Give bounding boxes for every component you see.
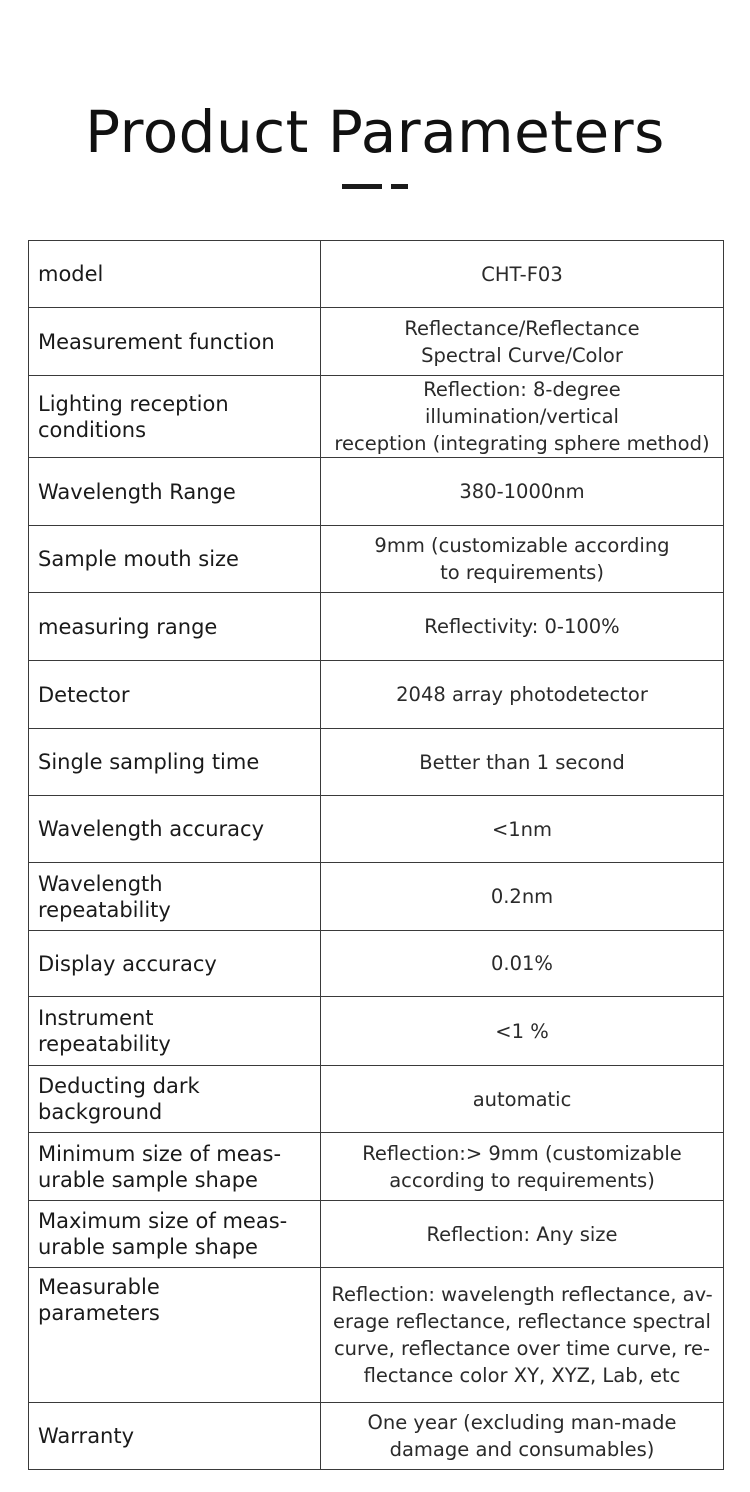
parameter-label: model	[38, 262, 104, 286]
parameter-value-cell	[321, 661, 724, 729]
parameter-value: Reflection:> 9mm (customizable according to requirements)	[362, 1141, 682, 1192]
parameter-value-cell	[321, 796, 724, 863]
table-row	[29, 997, 724, 1066]
parameter-label-cell	[29, 931, 321, 997]
parameter-label-cell	[29, 1201, 321, 1268]
table-row	[29, 931, 724, 997]
parameter-value-cell	[321, 863, 724, 931]
parameter-label: Lighting reception conditions	[38, 391, 229, 442]
parameter-value: Reflectivity: 0-100%	[424, 615, 620, 638]
parameter-value: <1 %	[495, 1019, 549, 1043]
table-row	[29, 863, 724, 931]
title-divider	[0, 184, 750, 190]
parameter-value-cell	[321, 1133, 724, 1201]
parameter-value: Better than 1 second	[419, 750, 625, 774]
parameter-value: Reflection: Any size	[426, 1222, 618, 1246]
table-row	[29, 1268, 724, 1403]
page-title: Product Parameters	[85, 98, 665, 166]
parameter-value: Reflection: wavelength reflectance, av- erage reflectance, reflectance spectral curve, reflectance over time curve, re- flectance color XY, XYZ, Lab, etc	[331, 1283, 713, 1387]
parameter-value: 2048 array photodetector	[396, 683, 648, 706]
parameter-label: Measurement function	[38, 329, 275, 354]
parameter-label: measuring range	[38, 614, 218, 639]
table-row	[29, 458, 724, 526]
parameter-label: Display accuracy	[38, 951, 217, 976]
parameter-label-cell	[29, 1066, 321, 1133]
parameter-label-cell	[29, 661, 321, 729]
parameter-label-cell	[29, 1133, 321, 1201]
parameter-label-cell	[29, 593, 321, 661]
parameter-label: Sample mouth size	[38, 547, 239, 571]
table-row	[29, 1066, 724, 1133]
parameter-value-cell	[321, 458, 724, 526]
parameter-label: Wavelength accuracy	[38, 817, 264, 841]
parameter-value: Reflectance/Reflectance Spectral Curve/Color	[404, 316, 640, 367]
parameter-value-cell	[321, 931, 724, 997]
parameter-label: Detector	[38, 682, 130, 707]
table-row	[29, 661, 724, 729]
parameter-value-cell	[321, 308, 724, 376]
parameter-label-cell	[29, 526, 321, 593]
parameter-label-cell	[29, 796, 321, 863]
parameter-value-cell	[321, 526, 724, 593]
table-row	[29, 526, 724, 593]
table-row	[29, 593, 724, 661]
parameter-value-cell	[321, 1066, 724, 1133]
parameter-value-cell	[321, 241, 724, 308]
parameter-value-cell	[321, 997, 724, 1066]
table-row	[29, 308, 724, 376]
parameter-value-cell	[321, 1268, 724, 1403]
parameter-label-cell	[29, 1403, 321, 1470]
parameter-value: automatic	[472, 1087, 572, 1111]
parameter-value-cell	[321, 1403, 724, 1470]
parameter-label: Wavelength repeatability	[38, 871, 171, 922]
parameter-value: One year (excluding man-made damage and consumables)	[367, 1411, 677, 1461]
parameter-label: Warranty	[38, 1424, 135, 1448]
parameter-label-cell	[29, 308, 321, 376]
parameter-label-cell	[29, 241, 321, 308]
parameter-label: Deducting dark background	[38, 1074, 200, 1124]
parameter-label: Maximum size of meas- urable sample shape	[38, 1209, 288, 1259]
table-row	[29, 241, 724, 308]
parameter-label: Minimum size of meas- urable sample shape	[38, 1141, 282, 1192]
parameter-value: CHT-F03	[481, 262, 563, 286]
parameter-label-cell	[29, 997, 321, 1066]
parameter-label: Wavelength Range	[38, 479, 236, 504]
parameter-value-cell	[321, 729, 724, 796]
parameter-label-cell	[29, 729, 321, 796]
parameter-value: 9mm (customizable according to requirements)	[374, 534, 670, 584]
parameter-value: 0.01%	[491, 952, 553, 975]
parameter-label-cell	[29, 863, 321, 931]
parameter-label-cell	[29, 1268, 321, 1403]
divider-dash-short	[391, 184, 408, 189]
table-row	[29, 1403, 724, 1470]
table-row	[29, 796, 724, 863]
parameter-value: <1nm	[491, 817, 553, 841]
parameter-value: 380-1000nm	[459, 480, 585, 503]
parameter-value: Reflection: 8-degree illumination/vertical reception (integrating sphere method)	[334, 378, 710, 455]
table-row	[29, 1201, 724, 1268]
divider-dash-long	[342, 184, 382, 189]
parameter-label: Measurable parameters	[38, 1275, 160, 1325]
table-row	[29, 376, 724, 458]
parameter-value-cell	[321, 1201, 724, 1268]
parameter-label-cell	[29, 376, 321, 458]
parameter-value-cell	[321, 376, 724, 458]
table-row	[29, 1133, 724, 1201]
parameter-label: Single sampling time	[38, 750, 260, 774]
parameters-table	[28, 240, 724, 1470]
parameter-value-cell	[321, 593, 724, 661]
parameter-label-cell	[29, 458, 321, 526]
parameter-value: 0.2nm	[490, 885, 554, 908]
table-row	[29, 729, 724, 796]
parameter-label: Instrument repeatability	[38, 1006, 171, 1056]
